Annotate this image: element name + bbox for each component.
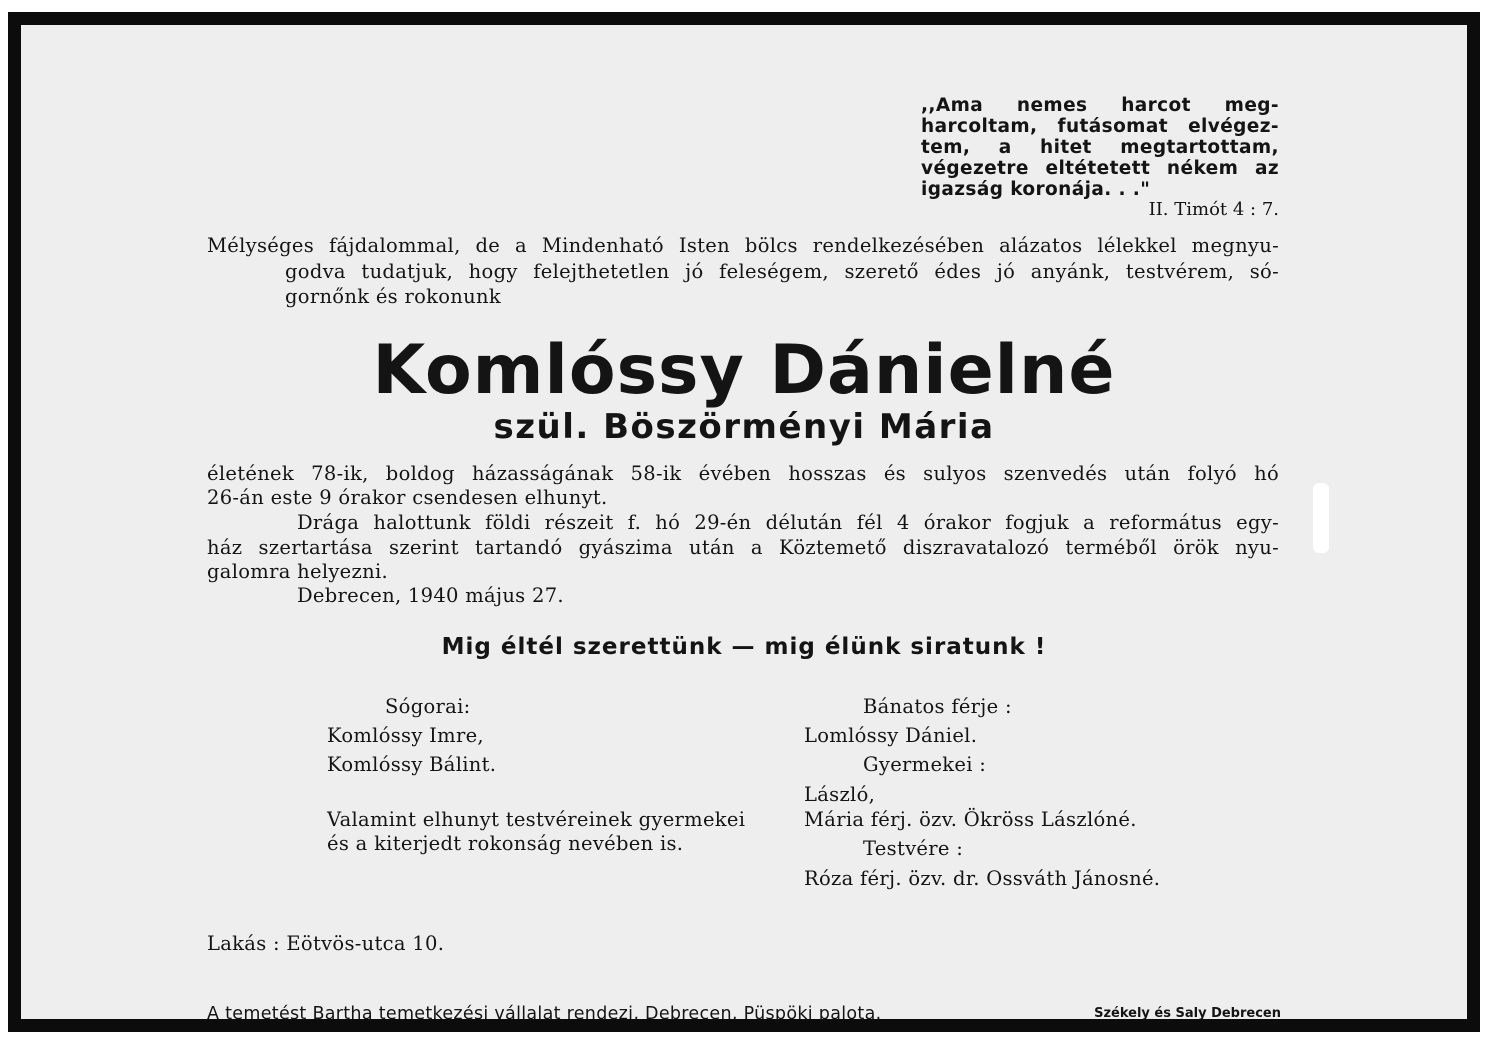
closing-line: Valamint elhunyt testvéreinek gyermekei	[327, 808, 746, 831]
brother-in-law-name: Komlóssy Imre,	[327, 724, 484, 747]
sibling-heading: Testvére :	[863, 837, 964, 860]
funeral-home-note: A temetést Bartha temetkezési vállalat rendezi, Debrecen, Püspöki palota.	[207, 1004, 882, 1024]
children-heading: Gyermekei :	[863, 753, 987, 776]
quote-line: igazság koronája. . ."	[921, 179, 1151, 200]
intro-line: Mélységes fájdalommal, de a Mindenható Isten bölcs rendelkezésében alázatos lélekkel megnyu-	[207, 234, 1279, 257]
deceased-name: Komlóssy Dánielné	[372, 331, 1116, 410]
intro-line: godva tudatjuk, hogy felejthetetlen jó feleségem, szerető édes jó anyánk, testvérem, só-	[285, 260, 1279, 283]
quote-line: harcoltam, futásomat elvégez-	[921, 116, 1279, 137]
quote-line: tem, a hitet megtartottam,	[921, 137, 1279, 158]
paper-speck	[1313, 483, 1329, 553]
intro-paragraph	[207, 234, 1279, 257]
brothers-in-law-heading: Sógorai:	[385, 695, 471, 718]
brother-in-law-name: Komlóssy Bálint.	[327, 753, 497, 776]
quote-line: végezetre eltétetett nékem az	[921, 158, 1279, 179]
sibling-name: Róza férj. özv. dr. Ossváth Jánosné.	[804, 867, 1161, 890]
details-line-wrap	[297, 511, 1279, 534]
intro-line-wrap	[285, 260, 1279, 283]
obituary-page	[21, 25, 1467, 1024]
quote-reference: II. Timót 4 : 7.	[1148, 199, 1279, 220]
residence: Lakás : Eötvös-utca 10.	[207, 932, 445, 955]
husband-name: Lomlóssy Dániel.	[804, 724, 978, 747]
obituary-card	[8, 12, 1480, 1032]
details-line-wrap	[207, 536, 1279, 559]
details-line: galomra helyezni.	[207, 560, 388, 583]
child-name: László,	[804, 783, 876, 806]
date-line: Debrecen, 1940 május 27.	[297, 584, 564, 607]
details-line: Drága halottunk földi részeit f. hó 29-én délután fél 4 órakor fogjuk a református egy-	[297, 511, 1279, 534]
husband-heading: Bánatos férje :	[863, 695, 1012, 718]
maiden-name: szül. Böszörményi Mária	[493, 407, 995, 447]
details-line: ház szertartása szerint tartandó gyászima után a Köztemető diszravatalozó terméből örök nyu-	[207, 536, 1279, 559]
details-line: 26-án este 9 órakor csendesen elhunyt.	[207, 486, 608, 509]
details-line: életének 78-ik, boldog házasságának 58-ik évében hosszas és sulyos szenvedés után folyó hó	[207, 462, 1279, 485]
printer-credit: Székely és Saly Debrecen	[1094, 1006, 1281, 1021]
intro-line: gornőnk és rokonunk	[285, 285, 501, 308]
closing-line: és a kiterjedt rokonság nevében is.	[327, 832, 684, 855]
details-paragraph	[207, 462, 1279, 485]
child-name: Mária férj. özv. Ökröss Lászlóné.	[804, 808, 1137, 831]
quote-line: ,,Ama nemes harcot meg-	[921, 95, 1279, 116]
motto: Mig éltél szerettünk — mig élünk siratunk !	[441, 634, 1047, 660]
bible-quote	[921, 95, 1279, 200]
